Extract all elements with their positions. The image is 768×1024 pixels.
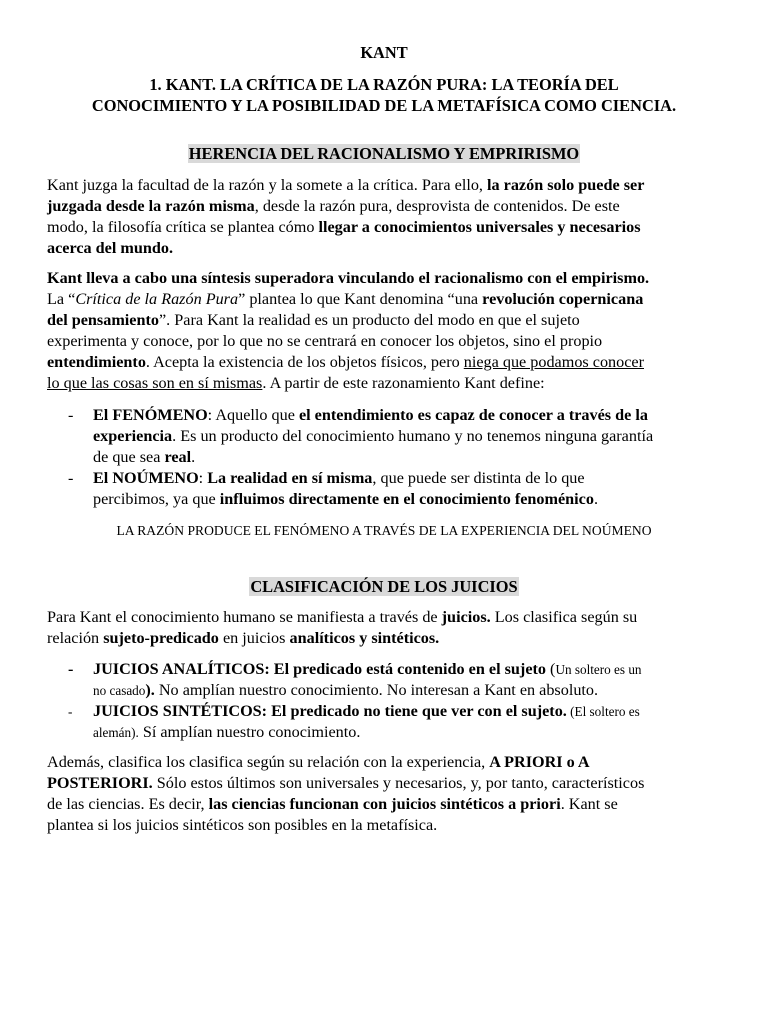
text-line: entendimiento. Acepta la existencia de los objetos físicos, pero niega que podamos conocer (47, 353, 644, 371)
list-item-analiticos: - JUICIOS ANALÍTICOS: El predicado está contenido en el sujeto (Un soltero es un no casado). No amplían nuestro conocimiento. No interesan a Kant en absoluto. (68, 660, 642, 699)
list-item-noumeno: - El NOÚMENO: La realidad en sí misma, que puede ser distinta de lo que percibimos, ya que influimos directamente en el conocimiento fenoménico. (68, 469, 599, 508)
section-heading-text: HERENCIA DEL RACIONALISMO Y EMPRIRISMO (188, 144, 580, 163)
paragraph-juicios (47, 607, 727, 649)
text-line: acerca del mundo. (47, 239, 174, 257)
text-line: lo que las cosas son en sí mismas. A partir de este razonamiento Kant define: (47, 374, 545, 392)
paragraph-sintesis (47, 268, 727, 394)
doc-title: KANT (360, 43, 408, 62)
text-line: Para Kant el conocimiento humano se manifiesta a través de juicios. Los clasifica según su (47, 608, 638, 626)
list-item-fenomeno: - El FENÓMENO: Aquello que el entendimiento es capaz de conocer a través de la experiencia. Es un producto del conocimiento humano y no tenemos ninguna garantía de que sea real. (68, 406, 654, 466)
text-line: experimenta y conoce, por lo que no se centrará en conocer los objetos, sino el propio (47, 332, 603, 350)
text-line: juzgada desde la razón misma, desde la razón pura, desprovista de contenidos. De este (47, 197, 620, 215)
section-heading-herencia (0, 143, 768, 165)
text-line: plantea si los juicios sintéticos son posibles en la metafísica. (47, 816, 438, 834)
summary-caption: LA RAZÓN PRODUCE EL FENÓMENO A TRAVÉS DE LA EXPERIENCIA DEL NOÚMENO (116, 523, 652, 538)
paragraph-kant-juzga (47, 175, 727, 259)
juicios-list (47, 659, 737, 743)
text-line: Kant lleva a cabo una síntesis superadora vinculando el racionalismo con el empirismo. (47, 269, 650, 287)
doc-subtitle (50, 74, 718, 116)
section-heading-text: CLASIFICACIÓN DE LOS JUICIOS (250, 577, 518, 596)
definitions-list (47, 405, 737, 510)
text-line: Además, clasifica los clasifica según su relación con la experiencia, A PRIORI o A (47, 753, 590, 771)
text-line: de las ciencias. Es decir, las ciencias funcionan con juicios sintéticos a priori. Kant se (47, 795, 618, 813)
text-line: La “Crítica de la Razón Pura” plantea lo que Kant denomina “una revolución copernicana (47, 290, 644, 308)
text-line: Kant juzga la facultad de la razón y la somete a la crítica. Para ello, la razón solo puede ser (47, 176, 645, 194)
text-line: del pensamiento”. Para Kant la realidad es un producto del modo en que el sujeto (47, 311, 580, 329)
list-item-sinteticos: - JUICIOS SINTÉTICOS: El predicado no tiene que ver con el sujeto. (El soltero es alemán). Sí amplían nuestro conocimiento. (68, 702, 640, 741)
subtitle-line-2: CONOCIMIENTO Y LA POSIBILIDAD DE LA METAFÍSICA COMO CIENCIA. (91, 96, 677, 115)
subtitle-line-1: 1. KANT. LA CRÍTICA DE LA RAZÓN PURA: LA TEORÍA DEL (149, 75, 619, 94)
text-line: modo, la filosofía crítica se plantea cómo llegar a conocimientos universales y necesarios (47, 218, 641, 236)
paragraph-a-priori (47, 752, 727, 836)
section-heading-clasificacion (0, 576, 768, 598)
text-line: POSTERIORI. Sólo estos últimos son universales y necesarios, y, por tanto, característicos (47, 774, 645, 792)
text-line: relación sujeto-predicado en juicios analíticos y sintéticos. (47, 629, 440, 647)
